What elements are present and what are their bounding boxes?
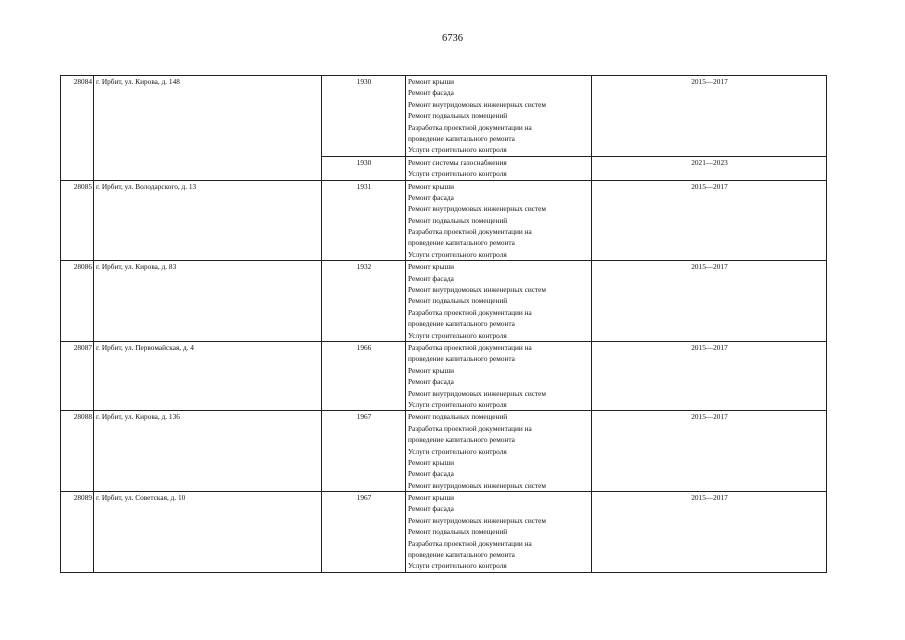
works-list (406, 492, 592, 573)
house-id: 28086 (61, 261, 94, 342)
work-item: Услуги строительного контроля (408, 145, 507, 155)
repair-schedule-table (60, 75, 827, 573)
table-row (61, 261, 827, 342)
work-item: проведение капитального ремонта (408, 238, 515, 248)
build-year: 1931 (322, 180, 406, 261)
work-item: Ремонт подвальных помещений (408, 215, 508, 225)
work-item: Ремонт фасада (408, 377, 454, 387)
repair-period: 2015—2017 (592, 411, 827, 492)
work-item: Разработка проектной документации на (408, 307, 532, 317)
table-row (61, 76, 827, 157)
work-item: Услуги строительного контроля (408, 399, 507, 409)
work-item: Ремонт внутридомовых инженерных систем (408, 388, 547, 398)
work-item: проведение капитального ремонта (408, 550, 515, 560)
build-year: 1966 (322, 341, 406, 410)
work-item: Услуги строительного контроля (408, 169, 507, 179)
work-item: Ремонт фасада (408, 273, 454, 283)
house-address: г. Ирбит, ул. Кирова, д. 136 (94, 411, 322, 492)
work-item: Ремонт системы газоснабжения (408, 157, 507, 167)
work-item: Услуги строительного контроля (408, 330, 507, 340)
work-item: Разработка проектной документации на (408, 122, 532, 132)
build-year: 1932 (322, 261, 406, 342)
house-address: г. Ирбит, ул. Кирова, д. 83 (94, 261, 322, 342)
table-row (61, 180, 827, 261)
work-item: проведение капитального ремонта (408, 319, 515, 329)
build-year: 1930 (322, 76, 406, 157)
table-row (61, 341, 827, 410)
house-id: 28089 (61, 492, 94, 573)
house-id: 28088 (61, 411, 94, 492)
works-list (406, 341, 592, 410)
work-item: Ремонт крыши (408, 365, 455, 375)
work-item: Разработка проектной документации на (408, 342, 532, 352)
works-list (406, 180, 592, 261)
house-address: г. Ирбит, ул. Володарского, д. 13 (94, 180, 322, 261)
work-item: Услуги строительного контроля (408, 446, 507, 456)
build-year: 1930 (322, 156, 406, 180)
repair-period: 2021—2023 (592, 156, 827, 180)
table-row (61, 492, 827, 573)
repair-period: 2015—2017 (592, 180, 827, 261)
work-item: проведение капитального ремонта (408, 435, 515, 445)
work-item: Ремонт крыши (408, 457, 455, 467)
work-item: Ремонт крыши (408, 262, 455, 272)
repair-period: 2015—2017 (592, 76, 827, 157)
work-item: Услуги строительного контроля (408, 249, 507, 259)
work-item: Ремонт фасада (408, 192, 454, 202)
work-item: Ремонт подвальных помещений (408, 412, 508, 422)
work-item: Ремонт подвальных помещений (408, 296, 508, 306)
repair-period: 2015—2017 (592, 261, 827, 342)
house-id: 28085 (61, 180, 94, 261)
house-address: г. Ирбит, ул. Кирова, д. 148 (94, 76, 322, 181)
work-item: Ремонт подвальных помещений (408, 111, 508, 121)
work-item: Ремонт крыши (408, 77, 455, 86)
work-item: проведение капитального ремонта (408, 133, 515, 143)
work-item: Ремонт внутридомовых инженерных систем (408, 515, 547, 525)
work-item: Разработка проектной документации на (408, 423, 532, 433)
house-id: 28087 (61, 341, 94, 410)
works-list (406, 411, 592, 492)
build-year: 1967 (322, 492, 406, 573)
work-item: Ремонт внутридомовых инженерных систем (408, 285, 547, 295)
table-row (61, 411, 827, 492)
work-item: Ремонт фасада (408, 469, 454, 479)
repair-period: 2015—2017 (592, 341, 827, 410)
work-item: Ремонт фасада (408, 504, 454, 514)
house-address: г. Ирбит, ул. Советская, д. 10 (94, 492, 322, 573)
work-item: Ремонт внутридомовых инженерных систем (408, 204, 547, 214)
work-item: Ремонт внутридомовых инженерных систем (408, 480, 547, 490)
works-list (406, 76, 592, 157)
works-list (406, 156, 592, 180)
repair-period: 2015—2017 (592, 492, 827, 573)
work-item: Услуги строительного контроля (408, 561, 507, 571)
works-list (406, 261, 592, 342)
work-item: Ремонт крыши (408, 181, 455, 191)
work-item: проведение капитального ремонта (408, 354, 515, 364)
page-number: 6736 (442, 33, 463, 44)
work-item: Ремонт подвальных помещений (408, 527, 508, 537)
work-item: Ремонт фасада (408, 88, 454, 98)
work-item: Разработка проектной документации на (408, 227, 532, 237)
work-item: Ремонт внутридомовых инженерных систем (408, 99, 547, 109)
work-item: Разработка проектной документации на (408, 538, 532, 548)
build-year: 1967 (322, 411, 406, 492)
house-address: г. Ирбит, ул. Первомайская, д. 4 (94, 341, 322, 410)
table-body (61, 76, 827, 573)
work-item: Ремонт крыши (408, 493, 455, 503)
house-id: 28084 (61, 76, 94, 181)
